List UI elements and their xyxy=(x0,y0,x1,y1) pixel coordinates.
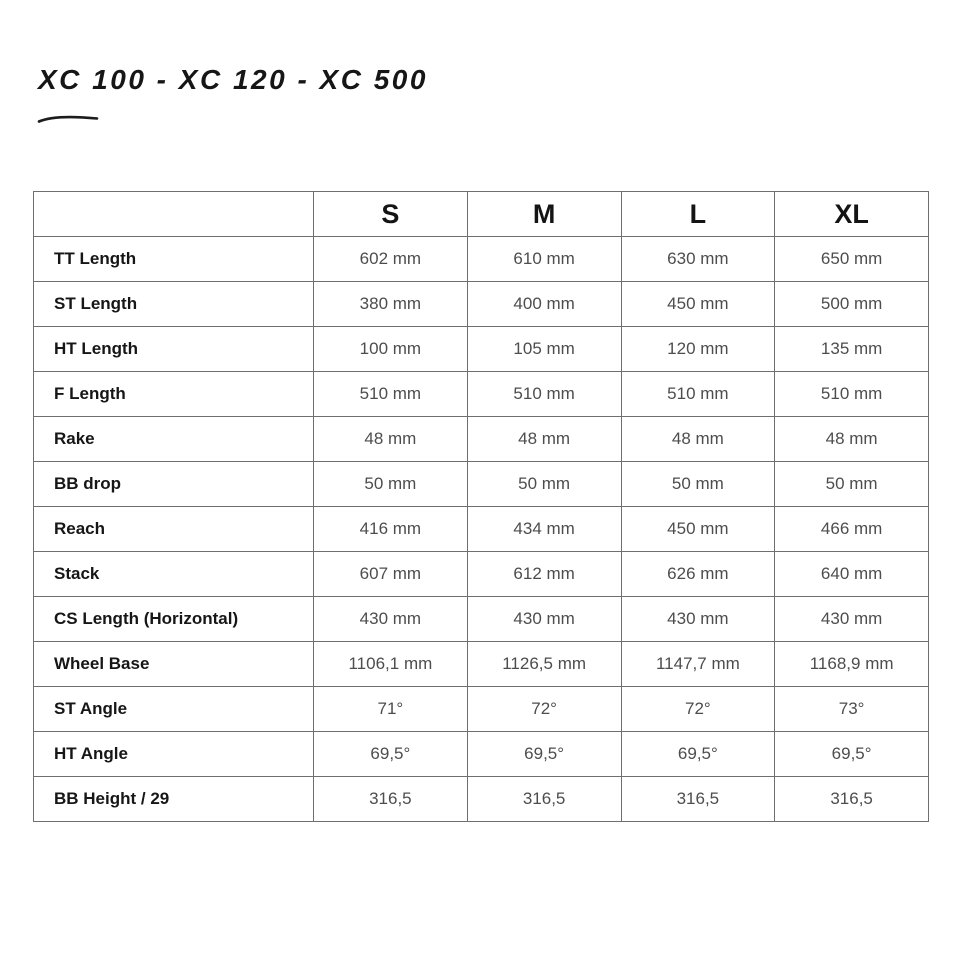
table-row-cs-length xyxy=(34,597,929,642)
row-label: Wheel Base xyxy=(34,642,314,687)
table-row-st-length xyxy=(34,282,929,327)
table-cell: 69,5° xyxy=(621,732,775,777)
table-cell: 626 mm xyxy=(621,552,775,597)
header-cell-size-l: L xyxy=(621,192,775,237)
table-cell: 50 mm xyxy=(314,462,468,507)
row-label: BB drop xyxy=(34,462,314,507)
table-cell: 450 mm xyxy=(621,507,775,552)
table-row-rake xyxy=(34,417,929,462)
table-cell: 607 mm xyxy=(314,552,468,597)
table-cell: 434 mm xyxy=(467,507,621,552)
table-cell: 71° xyxy=(314,687,468,732)
table-cell: 640 mm xyxy=(775,552,929,597)
row-label: HT Angle xyxy=(34,732,314,777)
table-cell: 48 mm xyxy=(467,417,621,462)
table-row-stack xyxy=(34,552,929,597)
table-row-bb-height xyxy=(34,777,929,822)
title-underline-swoosh xyxy=(37,112,101,126)
table-cell: 1168,9 mm xyxy=(775,642,929,687)
table-cell: 430 mm xyxy=(621,597,775,642)
table-header-row xyxy=(34,192,929,237)
table-cell: 510 mm xyxy=(314,372,468,417)
table-cell: 69,5° xyxy=(314,732,468,777)
header-cell-size-m: M xyxy=(467,192,621,237)
table-cell: 1106,1 mm xyxy=(314,642,468,687)
row-label: ST Length xyxy=(34,282,314,327)
row-label: BB Height / 29 xyxy=(34,777,314,822)
table-cell: 120 mm xyxy=(621,327,775,372)
table-row-bb-drop xyxy=(34,462,929,507)
table-cell: 416 mm xyxy=(314,507,468,552)
table-row-tt-length xyxy=(34,237,929,282)
table-cell: 50 mm xyxy=(621,462,775,507)
row-label: ST Angle xyxy=(34,687,314,732)
table-cell: 48 mm xyxy=(775,417,929,462)
table-cell: 380 mm xyxy=(314,282,468,327)
row-label: Stack xyxy=(34,552,314,597)
row-label: HT Length xyxy=(34,327,314,372)
table-cell: 450 mm xyxy=(621,282,775,327)
table-cell: 650 mm xyxy=(775,237,929,282)
table-cell: 430 mm xyxy=(467,597,621,642)
table-cell: 510 mm xyxy=(467,372,621,417)
row-label: CS Length (Horizontal) xyxy=(34,597,314,642)
table-cell: 69,5° xyxy=(467,732,621,777)
row-label: F Length xyxy=(34,372,314,417)
table-row-reach xyxy=(34,507,929,552)
table-cell: 50 mm xyxy=(775,462,929,507)
page-title: XC 100 - XC 120 - XC 500 xyxy=(38,64,428,95)
table-cell: 316,5 xyxy=(621,777,775,822)
table-cell: 612 mm xyxy=(467,552,621,597)
header-cell-size-xl: XL xyxy=(775,192,929,237)
table-cell: 430 mm xyxy=(314,597,468,642)
table-cell: 50 mm xyxy=(467,462,621,507)
table-row-ht-angle xyxy=(34,732,929,777)
table-cell: 135 mm xyxy=(775,327,929,372)
table-cell: 72° xyxy=(621,687,775,732)
table-row-wheel-base xyxy=(34,642,929,687)
table-cell: 73° xyxy=(775,687,929,732)
table-cell: 602 mm xyxy=(314,237,468,282)
row-label: Reach xyxy=(34,507,314,552)
table-cell: 316,5 xyxy=(467,777,621,822)
table-cell: 105 mm xyxy=(467,327,621,372)
geometry-table xyxy=(33,191,929,822)
table-row-f-length xyxy=(34,372,929,417)
header-cell-empty xyxy=(34,192,314,237)
table-cell: 466 mm xyxy=(775,507,929,552)
table-row-st-angle xyxy=(34,687,929,732)
table-cell: 630 mm xyxy=(621,237,775,282)
table-row-ht-length xyxy=(34,327,929,372)
table-cell: 72° xyxy=(467,687,621,732)
table-cell: 1147,7 mm xyxy=(621,642,775,687)
table-cell: 316,5 xyxy=(775,777,929,822)
table-cell: 48 mm xyxy=(621,417,775,462)
table-cell: 400 mm xyxy=(467,282,621,327)
table-cell: 500 mm xyxy=(775,282,929,327)
table-cell: 100 mm xyxy=(314,327,468,372)
table-cell: 48 mm xyxy=(314,417,468,462)
row-label: Rake xyxy=(34,417,314,462)
table-cell: 69,5° xyxy=(775,732,929,777)
table-cell: 430 mm xyxy=(775,597,929,642)
table-cell: 316,5 xyxy=(314,777,468,822)
header-cell-size-s: S xyxy=(314,192,468,237)
table-cell: 510 mm xyxy=(621,372,775,417)
table-cell: 1126,5 mm xyxy=(467,642,621,687)
table-cell: 510 mm xyxy=(775,372,929,417)
table-cell: 610 mm xyxy=(467,237,621,282)
row-label: TT Length xyxy=(34,237,314,282)
